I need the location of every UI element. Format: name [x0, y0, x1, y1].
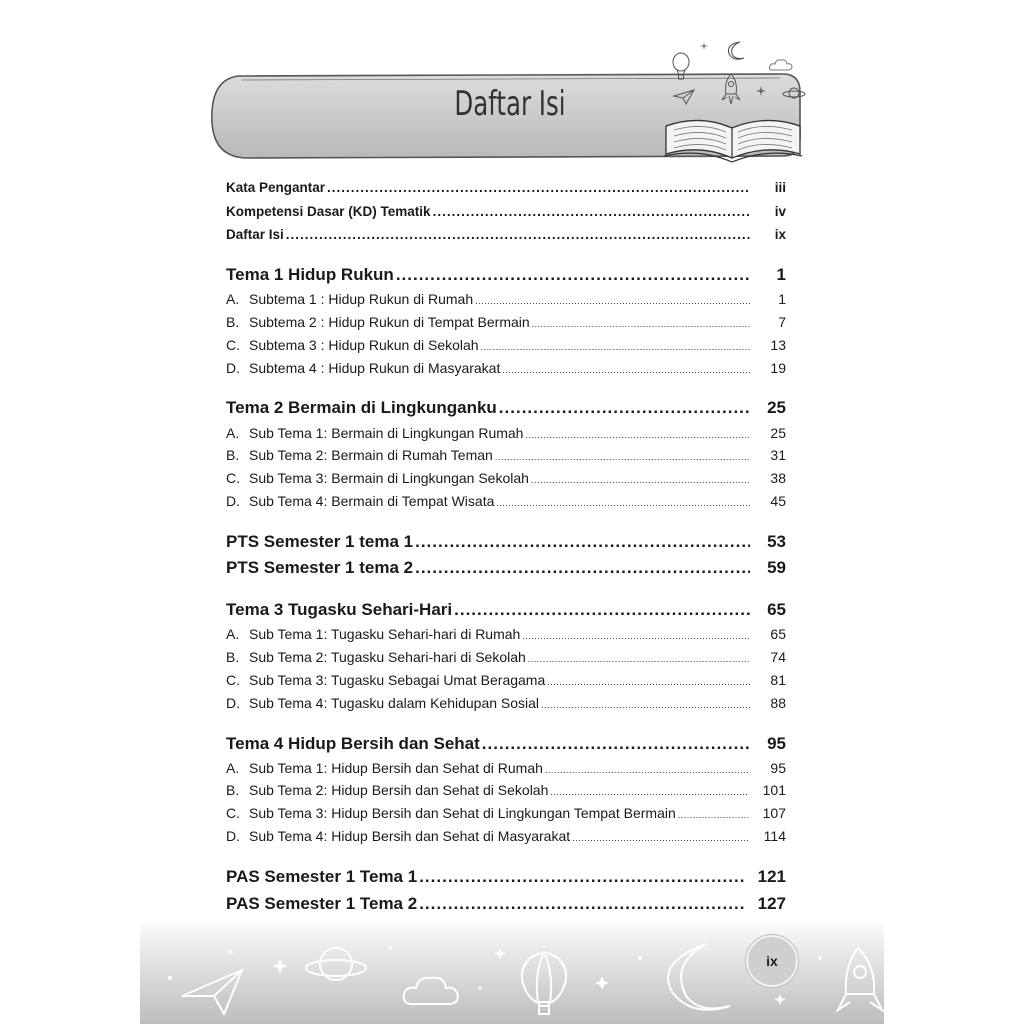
dot-leader: [525, 430, 750, 440]
toc-entry-page: 65: [770, 626, 786, 642]
toc-subentry-label: Sub Tema 3: Tugasku Sebagai Umat Beragama: [249, 672, 546, 688]
dot-leader: [415, 532, 750, 552]
dot-leader: [286, 227, 750, 242]
dot-leader: [482, 734, 750, 754]
toc-entry-page: 127: [757, 894, 786, 913]
dot-leader: [678, 810, 749, 820]
toc-theme-1[interactable]: [226, 265, 786, 285]
toc-subentry[interactable]: [226, 425, 786, 441]
toc-entry-page: 74: [770, 649, 786, 665]
toc-entry-page: 25: [770, 425, 786, 441]
toc-theme-4[interactable]: [226, 734, 786, 754]
toc-entry-page: 81: [770, 672, 786, 688]
dot-leader: [541, 700, 750, 710]
page-number-badge: ix: [746, 935, 798, 987]
toc-entry-page: 7: [778, 314, 786, 330]
toc-subentry[interactable]: [226, 337, 786, 353]
toc-entry-page: 13: [770, 337, 786, 353]
toc-entry-page: 45: [770, 493, 786, 509]
toc-entry-page: 107: [762, 805, 786, 821]
toc-subentry-label: Sub Tema 2: Bermain di Rumah Teman: [249, 447, 493, 463]
dot-leader: [499, 398, 750, 418]
dot-leader: [550, 787, 748, 797]
rocket-icon: [718, 72, 744, 106]
toc-subentry[interactable]: [226, 360, 786, 376]
toc-subentry-label: Sub Tema 1: Tugasku Sehari-hari di Rumah: [249, 626, 521, 642]
toc-theme-title: Tema 2 Bermain di Lingkunganku: [226, 398, 497, 417]
toc-subentry-prefix: C.: [226, 337, 240, 353]
toc-entry-kompetensi-dasar[interactable]: [226, 204, 786, 219]
toc-entry-page: 65: [767, 600, 786, 619]
toc-subentry-label: Sub Tema 1: Bermain di Lingkungan Rumah: [249, 425, 524, 441]
toc-subentry-prefix: C.: [226, 805, 240, 821]
toc-subentry-prefix: A.: [226, 626, 240, 642]
toc-subentry-label: Sub Tema 4: Tugasku dalam Kehidupan Sosial: [249, 695, 540, 711]
toc-subentry-prefix: B.: [226, 314, 240, 330]
dot-leader: [522, 631, 750, 641]
moon-icon: [726, 40, 746, 62]
dot-leader: [528, 654, 750, 664]
toc-entry-page: 95: [770, 760, 786, 776]
toc-subentry-label: Sub Tema 3: Bermain di Lingkungan Sekolah: [249, 470, 529, 486]
planet-icon: [782, 84, 806, 102]
toc-subentry-prefix: B.: [226, 447, 240, 463]
toc-entry-page: 121: [757, 867, 786, 886]
toc-subentry-prefix: A.: [226, 425, 240, 441]
toc-entry-label: PTS Semester 1 tema 1: [226, 532, 414, 551]
toc-theme-title: Tema 3 Tugasku Sehari-Hari: [226, 600, 453, 619]
dot-leader: [547, 677, 750, 687]
toc-pts-2[interactable]: [226, 558, 786, 578]
dot-leader: [327, 180, 750, 195]
toc-subentry-label: Sub Tema 3: Hidup Bersih dan Sehat di Lingkungan Tempat Bermain: [249, 805, 676, 821]
toc-subentry-label: Sub Tema 2: Hidup Bersih dan Sehat di Sekolah: [249, 782, 549, 798]
toc-entry-page: 95: [767, 734, 786, 753]
toc-subentry-label: Subtema 1 : Hidup Rukun di Rumah: [249, 291, 474, 307]
toc-subentry[interactable]: [226, 782, 786, 798]
dot-leader: [475, 296, 750, 306]
toc-subentry-prefix: A.: [226, 760, 240, 776]
toc-entry-label: Kompetensi Dasar (KD) Tematik: [226, 204, 431, 219]
toc-theme-2[interactable]: [226, 398, 786, 418]
toc-theme-title: Tema 4 Hidup Bersih dan Sehat: [226, 734, 480, 753]
toc-entry-page: ix: [774, 227, 786, 242]
toc-subentry[interactable]: [226, 470, 786, 486]
toc-subentry-label: Sub Tema 1: Hidup Bersih dan Sehat di Rumah: [249, 760, 543, 776]
toc-subentry-prefix: A.: [226, 291, 240, 307]
dot-leader: [572, 833, 750, 843]
toc-theme-title: Tema 1 Hidup Rukun: [226, 265, 394, 284]
toc-subentry[interactable]: [226, 493, 786, 509]
dot-leader: [415, 558, 750, 578]
toc-pas-2[interactable]: [226, 894, 786, 914]
toc-subentry-prefix: D.: [226, 695, 240, 711]
toc-entry-page: 19: [770, 360, 786, 376]
toc-subentry[interactable]: [226, 649, 786, 665]
toc-entry-page: 53: [767, 532, 786, 551]
toc-subentry[interactable]: [226, 291, 786, 307]
toc-entry-page: 25: [767, 398, 786, 417]
toc-subentry-prefix: D.: [226, 360, 240, 376]
toc-theme-3[interactable]: [226, 600, 786, 620]
toc-entry-page: 114: [763, 828, 786, 844]
toc-entry-daftar-isi[interactable]: [226, 227, 786, 242]
toc-subentry[interactable]: [226, 314, 786, 330]
toc-subentry-prefix: D.: [226, 493, 240, 509]
cloud-icon: [768, 58, 794, 72]
toc-subentry[interactable]: [226, 626, 786, 642]
dot-leader: [545, 765, 750, 775]
toc-pas-1[interactable]: [226, 867, 786, 887]
dot-leader: [496, 498, 750, 508]
toc-subentry-label: Sub Tema 2: Tugasku Sehari-hari di Sekolah: [249, 649, 526, 665]
toc-entry-page: 101: [762, 782, 786, 798]
toc-entry-label: Kata Pengantar: [226, 180, 326, 195]
toc-entry-page: 31: [770, 447, 786, 463]
toc-entry-page: iv: [774, 204, 786, 219]
toc-entry-page: 38: [770, 470, 786, 486]
toc-subentry-label: Subtema 2 : Hidup Rukun di Tempat Bermain: [249, 314, 530, 330]
open-book-icon: [662, 108, 804, 164]
toc-entry-page: iii: [774, 180, 786, 195]
toc-entry-label: PAS Semester 1 Tema 2: [226, 894, 418, 913]
dot-leader: [532, 319, 750, 329]
dot-leader: [433, 204, 750, 219]
toc-subentry-prefix: C.: [226, 470, 240, 486]
dot-leader: [396, 265, 750, 285]
toc-entry-page: 88: [770, 695, 786, 711]
toc-entry-page: 1: [776, 265, 786, 284]
dot-leader: [502, 365, 750, 375]
dot-leader: [419, 867, 743, 887]
toc-entry-label: PAS Semester 1 Tema 1: [226, 867, 418, 886]
toc-entry-label: Daftar Isi: [226, 227, 284, 242]
toc-subentry-prefix: D.: [226, 828, 240, 844]
toc-subentry[interactable]: [226, 760, 786, 776]
toc-entry-label: PTS Semester 1 tema 2: [226, 558, 414, 577]
dot-leader: [531, 475, 750, 485]
toc-subentry-label: Subtema 4 : Hidup Rukun di Masyarakat: [249, 360, 501, 376]
toc-subentry[interactable]: [226, 447, 786, 463]
toc-pts-1[interactable]: [226, 532, 786, 552]
toc-subentry-prefix: B.: [226, 649, 240, 665]
toc-entry-page: 59: [767, 558, 786, 577]
page-title: Daftar Isi: [454, 84, 566, 124]
star-icon: [756, 86, 766, 96]
toc-entry-page: 1: [778, 291, 786, 307]
toc-subentry[interactable]: [226, 828, 786, 844]
dot-leader: [454, 600, 750, 620]
toc-subentry-label: Sub Tema 4: Hidup Bersih dan Sehat di Masyarakat: [249, 828, 571, 844]
dot-leader: [495, 452, 750, 462]
toc-entry-kata-pengantar[interactable]: [226, 180, 786, 195]
toc-subentry[interactable]: [226, 805, 786, 821]
toc-subentry-prefix: C.: [226, 672, 240, 688]
toc-subentry-label: Subtema 3 : Hidup Rukun di Sekolah: [249, 337, 479, 353]
toc-subentry[interactable]: [226, 672, 786, 688]
star-icon: [700, 42, 708, 50]
toc-subentry[interactable]: [226, 695, 786, 711]
toc-subentry-label: Sub Tema 4: Bermain di Tempat Wisata: [249, 493, 495, 509]
dot-leader: [419, 894, 743, 914]
dot-leader: [481, 342, 750, 352]
toc-subentry-prefix: B.: [226, 782, 240, 798]
hot-air-balloon-icon: [670, 52, 692, 80]
paper-plane-icon: [672, 88, 696, 106]
